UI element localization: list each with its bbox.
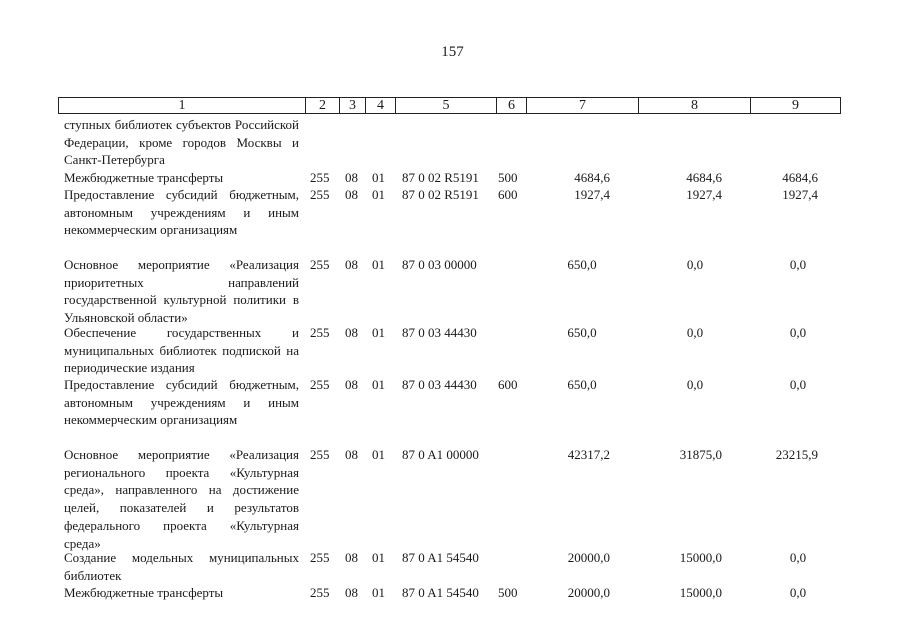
- cell-col-8: 4684,6: [686, 170, 722, 185]
- cell-col-4: 01: [372, 170, 385, 185]
- cell-col-3: 08: [345, 377, 358, 392]
- cell-col-3: 08: [345, 257, 358, 272]
- table-row-desc: ступных библиотек субъектов Российской Федерации, кроме городов Москвы и Санкт-Петербурга: [64, 117, 299, 168]
- table-row-desc: Предоставление субсидий бюджетным, автономным учреждениям и иным некоммерческим организациям: [64, 187, 299, 238]
- cell-col-5: 87 0 A1 54540: [402, 585, 479, 600]
- header-col-5: 5: [396, 98, 497, 113]
- cell-col-3: 08: [345, 447, 358, 462]
- cell-col-3: 08: [345, 585, 358, 600]
- cell-col-9: 0,0: [789, 377, 807, 392]
- header-col-9: 9: [792, 98, 799, 113]
- cell-col-8: 1927,4: [686, 187, 722, 202]
- cell-col-9: 23215,9: [775, 447, 818, 462]
- cell-col-9: 0,0: [789, 550, 807, 565]
- cell-col-8: 15000,0: [679, 585, 722, 600]
- cell-col-7: 20000,0: [567, 550, 610, 565]
- cell-col-2: 255: [310, 187, 330, 202]
- header-col-4: 4: [366, 98, 396, 113]
- cell-col-8: 0,0: [686, 377, 704, 392]
- table-row-desc: Создание модельных муниципальных библиотек: [64, 550, 299, 583]
- cell-col-7: 650,0: [567, 325, 597, 340]
- cell-col-2: 255: [310, 585, 330, 600]
- cell-col-9: 0,0: [789, 325, 807, 340]
- cell-col-5: 87 0 03 44430: [402, 325, 477, 340]
- cell-col-4: 01: [372, 377, 385, 392]
- cell-col-5: 87 0 A1 00000: [402, 447, 479, 462]
- cell-col-8: 15000,0: [679, 550, 722, 565]
- header-col-6: 6: [497, 98, 527, 113]
- header-col-2: 2: [306, 98, 340, 113]
- cell-col-2: 255: [310, 550, 330, 565]
- cell-col-3: 08: [345, 170, 358, 185]
- cell-col-4: 01: [372, 447, 385, 462]
- cell-col-6: 600: [498, 377, 518, 392]
- cell-col-9: 1927,4: [782, 187, 818, 202]
- cell-col-7: 650,0: [567, 257, 597, 272]
- cell-col-7: 650,0: [567, 377, 597, 392]
- cell-col-5: 87 0 03 00000: [402, 257, 477, 272]
- cell-col-7: 20000,0: [567, 585, 610, 600]
- header-col-3: 3: [340, 98, 366, 113]
- header-col-1: 1: [59, 98, 306, 113]
- cell-col-3: 08: [345, 325, 358, 340]
- cell-col-9: 0,0: [789, 585, 807, 600]
- cell-col-2: 255: [310, 170, 330, 185]
- table-row-desc: Обеспечение государственных и муниципальных библиотек подпиской на периодические издания: [64, 325, 299, 376]
- cell-col-5: 87 0 02 R5191: [402, 170, 479, 185]
- cell-col-9: 0,0: [789, 257, 807, 272]
- cell-col-2: 255: [310, 447, 330, 462]
- cell-col-2: 255: [310, 377, 330, 392]
- cell-col-3: 08: [345, 550, 358, 565]
- cell-col-5: 87 0 02 R5191: [402, 187, 479, 202]
- cell-col-7: 1927,4: [574, 187, 610, 202]
- table-row-desc: Межбюджетные трансферты: [64, 585, 224, 600]
- table-header: [58, 97, 841, 114]
- cell-col-2: 255: [310, 325, 330, 340]
- cell-col-4: 01: [372, 257, 385, 272]
- cell-col-3: 08: [345, 187, 358, 202]
- table-row-desc: Предоставление субсидий бюджетным, автономным учреждениям и иным некоммерческим организациям: [64, 377, 299, 428]
- cell-col-6: 600: [498, 187, 518, 202]
- table-row-desc: Межбюджетные трансферты: [64, 170, 224, 185]
- cell-col-7: 4684,6: [574, 170, 610, 185]
- cell-col-7: 42317,2: [567, 447, 610, 462]
- cell-col-4: 01: [372, 325, 385, 340]
- table-row-desc: Основное мероприятие «Реализация приоритетных направлений государственной культурной политики в Ульяновской области»: [64, 257, 299, 326]
- cell-col-5: 87 0 A1 54540: [402, 550, 479, 565]
- page-number: 157: [441, 44, 464, 60]
- header-col-8: 8: [639, 98, 751, 113]
- cell-col-6: 500: [498, 170, 518, 185]
- cell-col-4: 01: [372, 550, 385, 565]
- cell-col-8: 0,0: [686, 257, 704, 272]
- cell-col-2: 255: [310, 257, 330, 272]
- cell-col-8: 31875,0: [679, 447, 722, 462]
- header-col-7: 7: [527, 98, 639, 113]
- cell-col-9: 4684,6: [782, 170, 818, 185]
- cell-col-6: 500: [498, 585, 518, 600]
- table-row-desc: Основное мероприятие «Реализация регионального проекта «Культурная среда», направленного на достижение целей, показателей и результатов федерального проекта «Культурная среда»: [64, 447, 299, 551]
- cell-col-4: 01: [372, 585, 385, 600]
- cell-col-8: 0,0: [686, 325, 704, 340]
- cell-col-5: 87 0 03 44430: [402, 377, 477, 392]
- cell-col-4: 01: [372, 187, 385, 202]
